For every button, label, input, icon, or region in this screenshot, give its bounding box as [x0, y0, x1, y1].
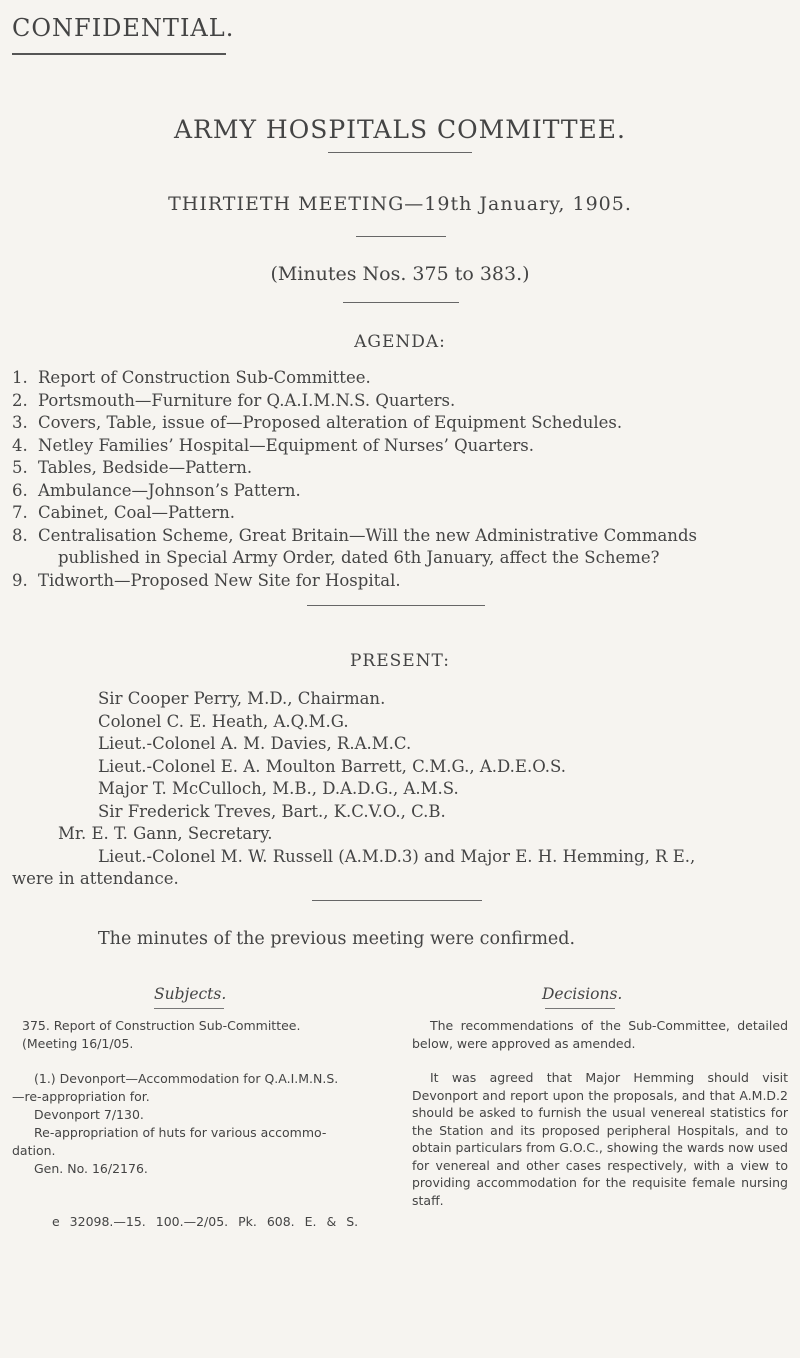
- decisions-column: [412, 1017, 788, 1226]
- present-heading: PRESENT:: [349, 651, 451, 671]
- subjects-column: [12, 1017, 382, 1178]
- agenda-item-text-line: Centralisation Scheme, Great Britain—Will the new Administrative Commands: [38, 525, 697, 545]
- agenda-item-text: [38, 525, 792, 570]
- minutes-range: (Minutes Nos. 375 to 383.): [270, 263, 530, 285]
- present-member: Major T. McCulloch, M.B., D.A.D.G., A.M.S.: [98, 779, 459, 798]
- decision-1: It was agreed that Major Hemming should visit Devonport and report upon the proposals, and that A.M.D.2 should be asked to furnish the usual venereal statistics for the Station and its proposed peripheral Hospitals, and to obtain particulars from G.O.C., showing the wards now used for venereal and other cases respectively, with a view to providing accommodation for the requisite female nursing staff.: [412, 1070, 788, 1208]
- present-member: Sir Cooper Perry, M.D., Chairman.: [98, 689, 386, 708]
- agenda-item: [12, 435, 792, 458]
- agenda-item-number: 6.: [12, 480, 28, 500]
- attendance-line-continuation: were in attendance.: [12, 869, 179, 888]
- agenda-divider: [307, 605, 485, 606]
- subjects-heading-rule: [154, 1008, 224, 1009]
- agenda-item: [12, 502, 792, 525]
- agenda-item-number: 1.: [12, 368, 28, 387]
- classification-underline: [12, 53, 226, 55]
- agenda-item-text: Portsmouth—Furniture for Q.A.I.M.N.S. Quarters.: [38, 390, 456, 410]
- decision-375: The recommendations of the Sub-Committee, detailed below, were approved as amended.: [412, 1018, 788, 1051]
- agenda-item: [12, 367, 792, 390]
- present-divider: [312, 900, 482, 901]
- present-member: Lieut.-Colonel A. M. Davies, R.A.M.C.: [98, 734, 412, 753]
- attendance-line: Lieut.-Colonel M. W. Russell (A.M.D.3) and Major E. H. Hemming, R E.,: [98, 846, 696, 866]
- subject-375-meeting: (Meeting 16/1/05.: [22, 1036, 134, 1051]
- agenda-heading: AGENDA:: [354, 332, 446, 352]
- agenda-item-number: 8.: [12, 525, 28, 545]
- agenda-list: [12, 367, 792, 592]
- agenda-item-number: 7.: [12, 503, 28, 522]
- agenda-item: [12, 570, 792, 593]
- minutes-confirmation: The minutes of the previous meeting were confirmed.: [98, 929, 576, 949]
- meeting-title: THIRTIETH MEETING—19th January, 1905.: [168, 193, 632, 215]
- classification-label: CONFIDENTIAL.: [12, 14, 235, 42]
- agenda-item-number: 3.: [12, 413, 28, 432]
- agenda-item: [12, 525, 792, 570]
- agenda-item: [12, 480, 792, 503]
- agenda-item-text: Cabinet, Coal—Pattern.: [38, 503, 235, 522]
- agenda-item-text-continuation: published in Special Army Order, dated 6th January, affect the Scheme?: [58, 548, 660, 567]
- title-divider: [328, 152, 472, 153]
- meeting-divider: [356, 236, 446, 237]
- agenda-item-text: Report of Construction Sub-Committee.: [38, 368, 371, 387]
- agenda-item: [12, 457, 792, 480]
- subjects-column-heading: Subjects.: [154, 985, 227, 1003]
- present-list: [12, 688, 792, 891]
- agenda-item-number: 5.: [12, 458, 28, 477]
- subject-375-title: 375. Report of Construction Sub-Committee.: [22, 1018, 301, 1033]
- agenda-item: [12, 412, 792, 435]
- committee-title: ARMY HOSPITALS COMMITTEE.: [173, 115, 627, 144]
- subject-1-gen-number: Gen. No. 16/2176.: [34, 1161, 148, 1176]
- agenda-item-text: Netley Families’ Hospital—Equipment of Nurses’ Quarters.: [38, 435, 534, 455]
- agenda-item-text: Tables, Bedside—Pattern.: [38, 458, 253, 477]
- decisions-heading-rule: [545, 1008, 615, 1009]
- agenda-item-text: Ambulance—Johnson’s Pattern.: [38, 480, 301, 500]
- agenda-item: [12, 390, 792, 413]
- secretary-line: Mr. E. T. Gann, Secretary.: [58, 824, 273, 843]
- agenda-item-number: 9.: [12, 570, 28, 590]
- decisions-column-heading: Decisions.: [542, 985, 623, 1003]
- agenda-item-text: Covers, Table, issue of—Proposed alteration of Equipment Schedules.: [38, 413, 623, 432]
- agenda-item-text: Tidworth—Proposed New Site for Hospital.: [38, 570, 401, 590]
- minutes-divider: [343, 302, 459, 303]
- agenda-item-number: 4.: [12, 435, 28, 455]
- printer-imprint: e 32098.—15. 100.—2/05. Pk. 608. E. & S.: [52, 1214, 359, 1229]
- present-member: Colonel C. E. Heath, A.Q.M.G.: [98, 711, 349, 731]
- subject-1-note-continuation: dation.: [12, 1143, 56, 1158]
- present-member: Sir Frederick Treves, Bart., K.C.V.O., C.B.: [98, 801, 446, 821]
- present-member: Lieut.-Colonel E. A. Moulton Barrett, C.M.G., A.D.E.O.S.: [98, 756, 566, 776]
- subject-1-title: (1.) Devonport—Accommodation for Q.A.I.M.N.S.: [34, 1071, 339, 1086]
- subject-1-note: Re-appropriation of huts for various accommo-: [34, 1125, 327, 1140]
- subject-1-reference: Devonport 7/130.: [34, 1107, 144, 1122]
- agenda-item-number: 2.: [12, 390, 28, 410]
- subject-1-title-continuation: —re-appropriation for.: [12, 1089, 150, 1104]
